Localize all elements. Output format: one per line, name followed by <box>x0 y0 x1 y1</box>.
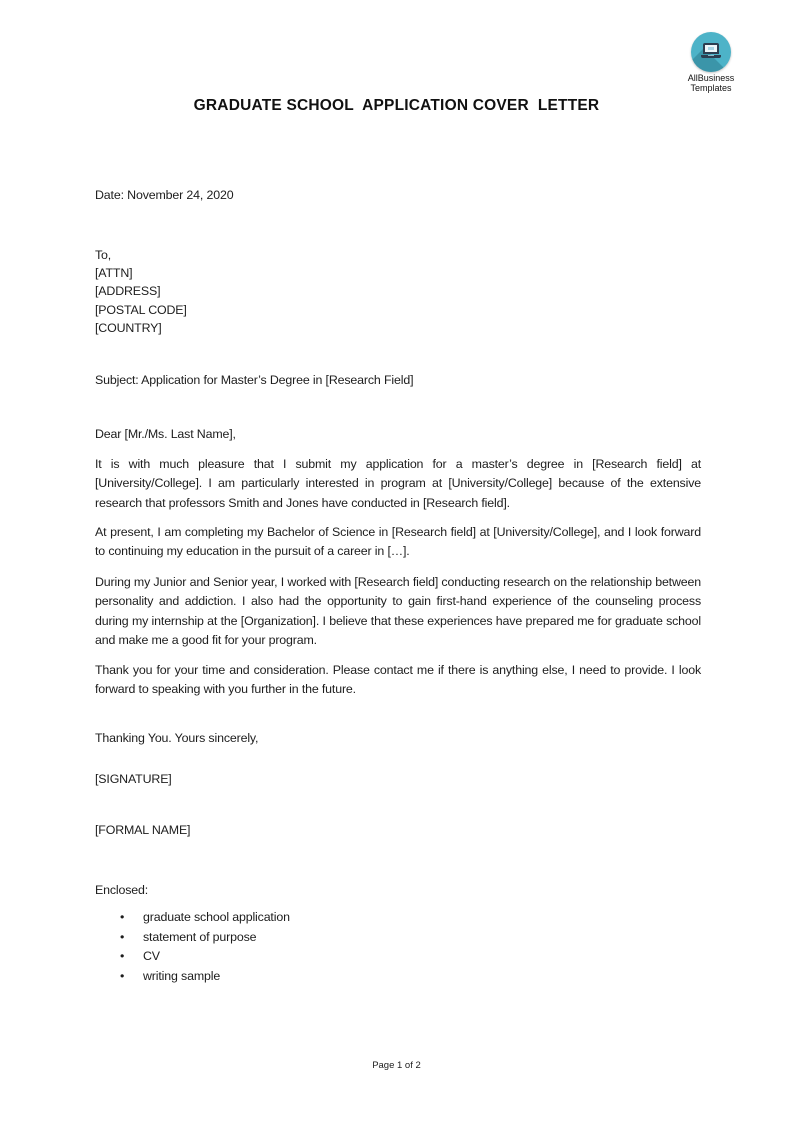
closing-line: Thanking You. Yours sincerely, <box>95 731 259 745</box>
bullet-icon: • <box>120 949 125 964</box>
bullet-icon: • <box>120 910 125 924</box>
subject-line: Subject: Application for Master’s Degree in [Research Field] <box>95 373 414 387</box>
body-paragraph-4: Thank you for your time and consideration. Please contact me if there is anything else, I need to provide. I look forward to speaking with you further in the future. <box>95 663 701 697</box>
body-paragraph-1: It is with much pleasure that I submit my application for a master’s degree in [Research field] at [University/College]. I am particularly interested in program at [University/College] because of the extensive research that professors Smith and Jones have conducted in [Research field]. <box>95 457 701 510</box>
logo-brand-line1: AllBusiness <box>687 73 735 83</box>
list-item <box>95 928 701 948</box>
enclosure-item-label: graduate school application <box>143 910 290 924</box>
formal-name-placeholder: [FORMAL NAME] <box>95 823 191 837</box>
list-item <box>95 908 701 928</box>
list-item <box>95 967 701 987</box>
recipient-block <box>95 246 701 337</box>
bullet-icon: • <box>120 968 125 983</box>
enclosure-list <box>95 908 701 986</box>
laptop-screen-inner <box>705 45 717 52</box>
body-paragraph-3: During my Junior and Senior year, I worked with [Research field] conducting research on the relationship between personality and addiction. I also had the opportunity to gain first-hand experience of the counseling process during my internship at the [Organization]. I believe that these experiences have prepared me for graduate school and make me a good fit for your program. <box>95 575 701 647</box>
salutation: Dear [Mr./Ms. Last Name], <box>95 427 236 441</box>
recipient-attn-placeholder: [ATTN] <box>95 266 133 281</box>
logo-brand-line2: Templates <box>690 82 732 93</box>
page-number-indicator: Page 1 of 2 <box>372 1060 421 1071</box>
laptop-screen <box>703 43 719 54</box>
laptop-icon <box>691 32 731 72</box>
enclosed-label: Enclosed: <box>95 883 149 897</box>
bullet-icon: • <box>120 929 125 944</box>
enclosure-item-label: CV <box>143 949 160 964</box>
logo-brand-text <box>666 74 756 93</box>
allbusiness-templates-logo <box>666 32 756 93</box>
enclosure-item-label: writing sample <box>143 968 221 983</box>
body-paragraph-2: At present, I am completing my Bachelor of Science in [Research field] at [University/College], and I look forward to continuing my education in the pursuit of a career in […]. <box>95 525 701 559</box>
enclosure-item-label: statement of purpose <box>143 929 257 944</box>
laptop-glyph <box>701 43 721 58</box>
signature-placeholder: [SIGNATURE] <box>95 772 172 786</box>
laptop-base <box>701 55 721 58</box>
recipient-address-placeholder: [ADDRESS] <box>95 284 161 299</box>
recipient-to-line: To, <box>95 248 112 262</box>
date-line: Date: November 24, 2020 <box>95 188 234 202</box>
list-item <box>95 947 701 967</box>
recipient-postal-code-placeholder: [POSTAL CODE] <box>95 302 187 317</box>
recipient-country-placeholder: [COUNTRY] <box>95 320 162 335</box>
document-title: GRADUATE SCHOOL APPLICATION COVER LETTER <box>193 97 600 114</box>
